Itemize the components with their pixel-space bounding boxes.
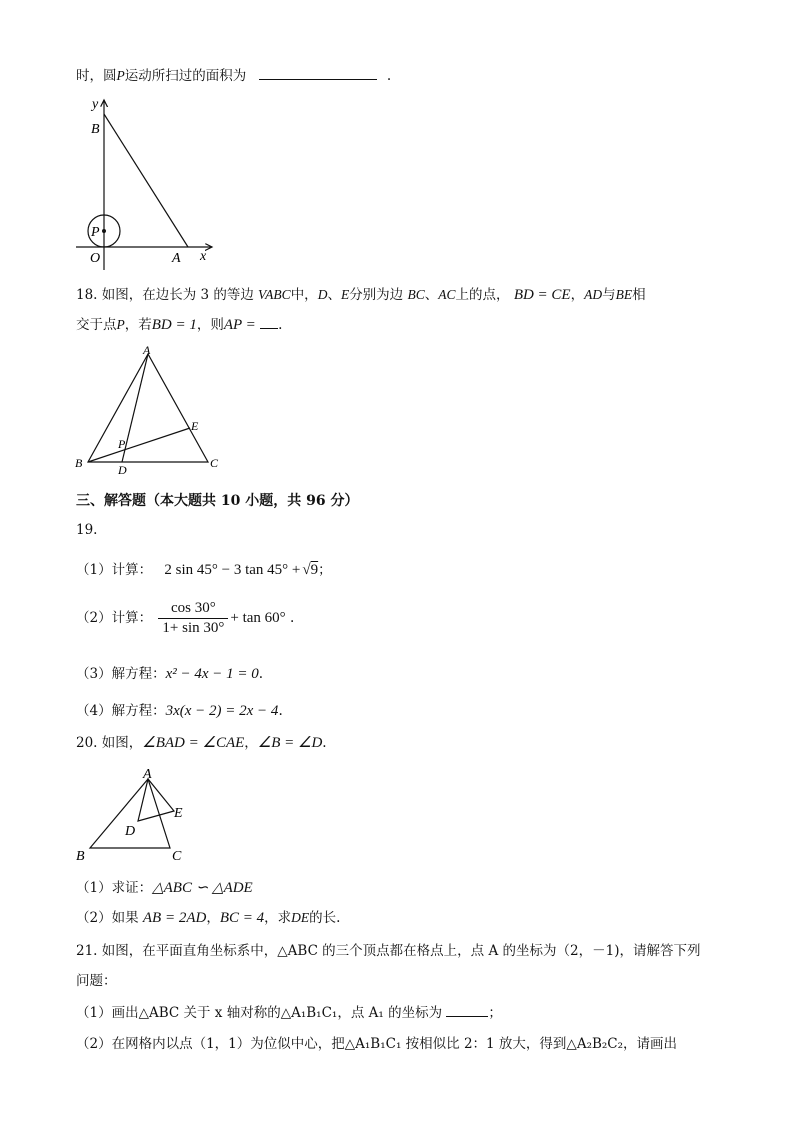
q17-end: . <box>386 68 392 84</box>
section-3-title: 三、解答题（本大题共 10 小题，共 96 分） <box>76 493 359 509</box>
q20-p1-expr: △ABC ∽ △ADE <box>152 880 253 896</box>
q20-p2-b: ，求 <box>264 910 292 926</box>
q19-p2-den: 1+ sin 30° <box>162 620 225 636</box>
q18-be: BE <box>615 287 633 302</box>
q20-comma: ， <box>244 735 258 751</box>
label-p: P <box>91 225 100 240</box>
q20-p2-eq2: BC = 4 <box>219 910 265 926</box>
q20-eq2: ∠B = ∠D <box>257 735 323 751</box>
figure-17 <box>70 92 220 272</box>
q19-p4-end: . <box>278 703 283 719</box>
q21-answer-blank[interactable] <box>446 1016 488 1017</box>
q21-line2: 问题： <box>76 973 117 989</box>
figure-18 <box>70 342 230 474</box>
q20-p2-de: DE <box>291 910 310 925</box>
q17-text2: 运动所扫过的面积为 <box>124 68 247 84</box>
q19-p3-expr: x² − 4x − 1 = 0 <box>165 666 259 682</box>
q18-text-d: 上的点， <box>455 287 510 303</box>
q18-eq1: BD = CE <box>513 287 571 303</box>
q20-p2-eq1: AB = 2AD <box>142 910 207 926</box>
q19-part3 <box>76 662 263 683</box>
triangle-abc <box>88 354 208 462</box>
q18-answer-blank[interactable] <box>260 328 278 329</box>
q20-end: . <box>322 735 327 751</box>
q18-e: E <box>340 287 350 302</box>
label-c: C <box>210 456 219 470</box>
q18-eq2: BD = 1 <box>151 317 197 333</box>
label-y: y <box>92 97 99 112</box>
q18-line1 <box>76 283 646 304</box>
q20-line <box>76 731 327 752</box>
q18-eq3: AP = <box>223 317 256 333</box>
q21-part2: （2）在网格内以点（1，1）为位似中心，把△A₁B₁C₁ 按相似比 2：1 放大，得到△A₂B₂C₂，请画出 <box>76 1036 678 1052</box>
q19-p1-end: ； <box>318 562 332 578</box>
q19-number: 19. <box>76 522 98 538</box>
q17-text: 时，圆 <box>76 68 117 84</box>
q19-p1-root: 9 <box>310 562 319 578</box>
label-a: A <box>143 343 151 357</box>
q19-p2-label: （2）计算： <box>76 610 153 626</box>
q20-p2-comma: ， <box>206 910 220 926</box>
q19-p2-end: . <box>289 610 295 626</box>
label-d: D <box>118 463 127 474</box>
label-b: B <box>91 122 100 137</box>
q21-p1-text: （1）画出△ABC 关于 x 轴对称的△A₁B₁C₁，点 A₁ 的坐标为 <box>76 1005 443 1021</box>
q20-text: 20. 如图， <box>76 735 143 751</box>
line-ab <box>104 114 188 247</box>
q19-p3-end: . <box>258 666 264 682</box>
label-b: B <box>75 456 83 470</box>
label-a: A <box>143 767 152 782</box>
label-b: B <box>76 849 85 864</box>
q18-ac: AC <box>438 287 456 302</box>
label-d: D <box>125 824 136 839</box>
q19-p2-fraction <box>158 600 228 637</box>
q18-sep2: 、 <box>424 287 439 303</box>
q18-with: 与 <box>602 287 616 303</box>
label-o: O <box>90 251 101 266</box>
q18-tri: VABC <box>257 287 291 302</box>
q18-text-a: 18. 如图，在边长为 3 的等边 <box>76 287 254 303</box>
q18-sep: 、 <box>327 287 341 303</box>
q21-part1 <box>76 1001 502 1021</box>
q19-p2-num: cos 30° <box>158 600 228 619</box>
q20-part1 <box>76 876 253 897</box>
q17-tail-line <box>76 64 391 84</box>
q18-end: . <box>278 317 283 333</box>
q17-var-p: P <box>116 68 125 83</box>
q18-xiang: 相 <box>632 287 646 303</box>
q19-p3-label: （3）解方程： <box>76 666 166 682</box>
q20-part2 <box>76 906 340 927</box>
q20-p2-a: （2）如果 <box>76 910 139 926</box>
q18-ad: AD <box>584 287 603 302</box>
figure-20 <box>70 763 200 865</box>
q19-part1: （1）计算： 2 sin 45° − 3 tan 45° + √9； <box>76 562 332 578</box>
q18-text-2b: ，若 <box>124 317 152 333</box>
q21-p1-end: ； <box>488 1005 502 1021</box>
q18-text-b: 中， <box>290 287 318 303</box>
q18-bc: BC <box>407 287 425 302</box>
q18-text-2a: 交于点 <box>76 317 117 333</box>
q19-p1-label: （1）计算： <box>76 562 153 578</box>
q21-line1: 21. 如图，在平面直角坐标系中，△ABC 的三个顶点都在格点上，点 A 的坐标为（2，－1)，请解答下列 <box>76 943 701 959</box>
q19-part2 <box>76 600 294 637</box>
q19-p4-expr: 3x(x − 2) = 2x − 4 <box>165 703 279 719</box>
q18-line2 <box>76 313 282 334</box>
q18-comma: ， <box>570 287 585 303</box>
q20-p1-label: （1）求证： <box>76 880 153 896</box>
q20-eq1: ∠BAD = ∠CAE <box>142 735 245 751</box>
q18-text-c: 分别为边 <box>349 287 404 303</box>
q18-d: D <box>317 287 328 302</box>
label-x: x <box>200 249 207 264</box>
q17-answer-blank[interactable] <box>259 79 377 80</box>
point-p <box>102 229 106 233</box>
q20-p2-c: 的长. <box>309 910 341 926</box>
q18-p: P <box>116 317 125 332</box>
label-e: E <box>191 419 199 433</box>
q18-text-2c: ，则 <box>196 317 224 333</box>
label-p: P <box>118 437 126 451</box>
label-a: A <box>172 251 181 266</box>
q19-p4-label: （4）解方程： <box>76 703 166 719</box>
q19-part4 <box>76 699 283 720</box>
label-e: E <box>174 806 183 821</box>
segment-be <box>88 428 190 462</box>
q19-p1-expr: 2 sin 45° − 3 tan 45° + <box>164 562 301 578</box>
q19-p2-rest: + tan 60° <box>230 610 286 626</box>
label-c: C <box>172 849 182 864</box>
